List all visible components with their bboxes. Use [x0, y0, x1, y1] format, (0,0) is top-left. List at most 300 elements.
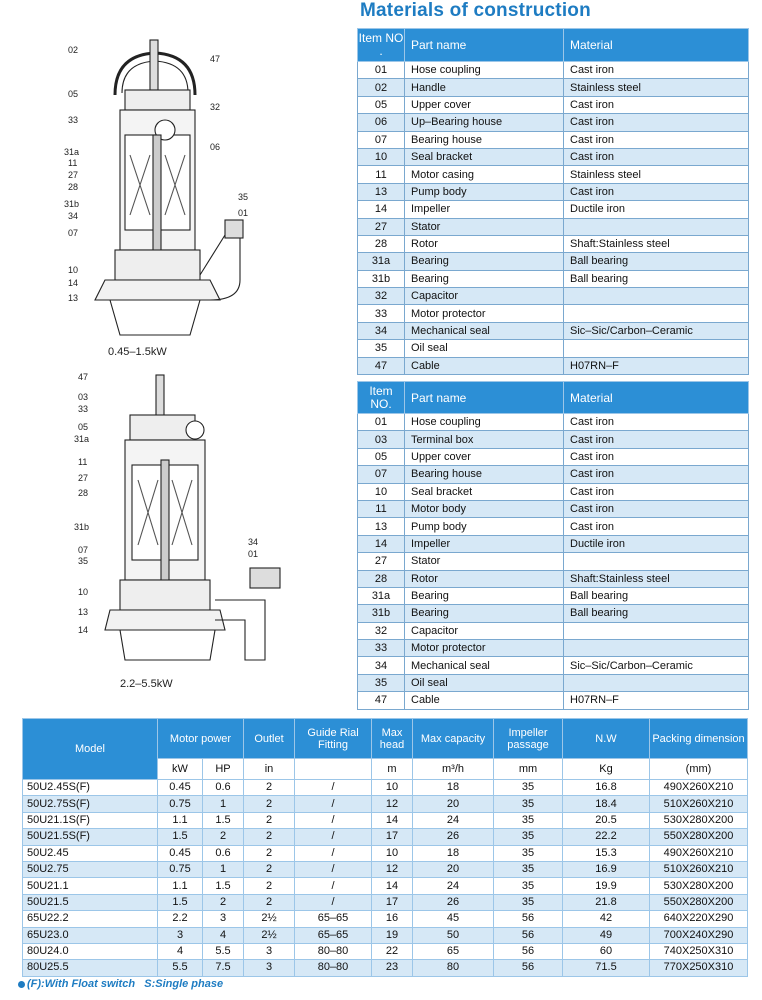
spec-cell-nw: 42: [563, 911, 650, 927]
svg-text:07: 07: [78, 545, 89, 555]
header-nw: N.W: [563, 719, 650, 759]
item-no-cell: 14: [358, 535, 405, 552]
part-name-cell: Upper cover: [405, 96, 564, 113]
item-no-cell: 11: [358, 166, 405, 183]
material-row: [358, 235, 749, 252]
spec-cell-hp: 0.6: [203, 845, 244, 861]
material-cell: Ball bearing: [564, 605, 749, 622]
pump-diagram-large: [70, 370, 290, 670]
spec-cell-nw: 16.9: [563, 861, 650, 877]
material-row: [358, 657, 749, 674]
header-material: Material: [564, 382, 749, 414]
spec-cell-rail: /: [295, 861, 372, 877]
material-cell: [564, 622, 749, 639]
spec-cell-model: 50U2.45S(F): [23, 780, 158, 796]
spec-cell-hp: 1: [203, 796, 244, 812]
part-name-cell: Bearing house: [405, 131, 564, 148]
spec-cell-nw: 19.9: [563, 878, 650, 894]
material-cell: Cast iron: [564, 148, 749, 165]
material-row: [358, 340, 749, 357]
material-row: [358, 431, 749, 448]
material-cell: Cast iron: [564, 414, 749, 431]
item-no-cell: 02: [358, 79, 405, 96]
diagram-caption-1: 0.45–1.5kW: [108, 346, 167, 358]
spec-row: [23, 943, 748, 959]
item-no-cell: 35: [358, 674, 405, 691]
item-no-cell: 05: [358, 96, 405, 113]
item-no-cell: 06: [358, 114, 405, 131]
unit-nw: Kg: [563, 759, 650, 780]
materials-table-1: [357, 28, 749, 375]
item-no-cell: 47: [358, 357, 405, 374]
material-cell: Shaft:Stainless steel: [564, 570, 749, 587]
spec-cell-cap: 18: [413, 780, 494, 796]
spec-cell-hp: 5.5: [203, 943, 244, 959]
material-cell: Cast iron: [564, 96, 749, 113]
material-cell: Sic–Sic/Carbon–Ceramic: [564, 657, 749, 674]
spec-cell-nw: 21.8: [563, 894, 650, 910]
spec-cell-pass: 56: [494, 911, 563, 927]
material-row: [358, 448, 749, 465]
spec-cell-kw: 0.75: [158, 796, 203, 812]
spec-cell-head: 17: [372, 829, 413, 845]
spec-cell-outlet: 2: [244, 894, 295, 910]
spec-cell-model: 50U2.75S(F): [23, 796, 158, 812]
spec-cell-hp: 1.5: [203, 812, 244, 828]
materials-table-2: [357, 381, 749, 710]
material-cell: Stainless steel: [564, 79, 749, 96]
spec-cell-nw: 20.5: [563, 812, 650, 828]
spec-cell-rail: 65–65: [295, 911, 372, 927]
svg-text:28: 28: [78, 488, 89, 498]
part-name-cell: Bearing: [405, 587, 564, 604]
svg-text:01: 01: [248, 549, 259, 559]
spec-cell-kw: 0.45: [158, 845, 203, 861]
spec-cell-pack: 510X260X210: [650, 796, 748, 812]
spec-row: [23, 829, 748, 845]
svg-text:11: 11: [78, 457, 88, 467]
part-name-cell: Mechanical seal: [405, 657, 564, 674]
part-name-cell: Cable: [405, 692, 564, 709]
spec-cell-cap: 26: [413, 894, 494, 910]
svg-text:11: 11: [68, 158, 78, 168]
item-no-cell: 07: [358, 131, 405, 148]
svg-text:03: 03: [78, 392, 89, 402]
spec-cell-rail: 80–80: [295, 943, 372, 959]
spec-cell-cap: 80: [413, 960, 494, 976]
part-name-cell: Terminal box: [405, 431, 564, 448]
header-item-no: Item NO.: [358, 382, 405, 414]
svg-text:31b: 31b: [64, 199, 80, 209]
spec-cell-pack: 640X220X290: [650, 911, 748, 927]
item-no-cell: 47: [358, 692, 405, 709]
page-title: Materials of construction: [360, 0, 591, 21]
material-cell: Cast iron: [564, 448, 749, 465]
spec-cell-pack: 510X260X210: [650, 861, 748, 877]
spec-cell-kw: 3: [158, 927, 203, 943]
header-material: Material: [564, 29, 749, 62]
spec-cell-nw: 49: [563, 927, 650, 943]
spec-cell-kw: 0.45: [158, 780, 203, 796]
material-row: [358, 640, 749, 657]
svg-text:31a: 31a: [74, 434, 90, 444]
header-outlet: Outlet: [244, 719, 295, 759]
spec-cell-pack: 550X280X200: [650, 829, 748, 845]
material-row: [358, 483, 749, 500]
part-name-cell: Up–Bearing house: [405, 114, 564, 131]
legend-single: S:Single phase: [144, 978, 224, 990]
spec-row: [23, 845, 748, 861]
part-name-cell: Bearing house: [405, 466, 564, 483]
spec-cell-pass: 35: [494, 894, 563, 910]
material-cell: Sic–Sic/Carbon–Ceramic: [564, 322, 749, 339]
part-name-cell: Upper cover: [405, 448, 564, 465]
part-name-cell: Capacitor: [405, 622, 564, 639]
material-cell: Cast iron: [564, 114, 749, 131]
svg-text:10: 10: [68, 265, 79, 275]
spec-cell-kw: 5.5: [158, 960, 203, 976]
spec-cell-cap: 18: [413, 845, 494, 861]
spec-cell-head: 14: [372, 812, 413, 828]
material-row: [358, 535, 749, 552]
svg-text:27: 27: [68, 170, 79, 180]
spec-cell-nw: 15.3: [563, 845, 650, 861]
spec-cell-pass: 35: [494, 796, 563, 812]
material-row: [358, 79, 749, 96]
spec-cell-hp: 3: [203, 911, 244, 927]
spec-cell-cap: 24: [413, 812, 494, 828]
part-name-cell: Motor protector: [405, 305, 564, 322]
unit-passage: mm: [494, 759, 563, 780]
spec-cell-pass: 56: [494, 927, 563, 943]
spec-cell-nw: 22.2: [563, 829, 650, 845]
spec-cell-outlet: 2½: [244, 927, 295, 943]
part-name-cell: Impeller: [405, 535, 564, 552]
item-no-cell: 31a: [358, 587, 405, 604]
spec-cell-model: 50U2.45: [23, 845, 158, 861]
spec-cell-kw: 4: [158, 943, 203, 959]
spec-cell-pack: 700X240X290: [650, 927, 748, 943]
item-no-cell: 05: [358, 448, 405, 465]
item-no-cell: 31b: [358, 270, 405, 287]
spec-cell-kw: 1.5: [158, 829, 203, 845]
material-row: [358, 414, 749, 431]
spec-cell-outlet: 3: [244, 960, 295, 976]
svg-text:32: 32: [210, 102, 221, 112]
material-row: [358, 270, 749, 287]
item-no-cell: 13: [358, 518, 405, 535]
item-no-cell: 32: [358, 622, 405, 639]
spec-cell-rail: /: [295, 894, 372, 910]
header-model: Model: [23, 719, 158, 780]
part-name-cell: Mechanical seal: [405, 322, 564, 339]
item-no-cell: 14: [358, 201, 405, 218]
item-no-cell: 35: [358, 340, 405, 357]
spec-cell-model: 50U21.5S(F): [23, 829, 158, 845]
material-cell: [564, 218, 749, 235]
spec-cell-rail: /: [295, 845, 372, 861]
header-item-no: Item NO .: [358, 29, 405, 62]
header-guide-rail: Guide Rial Fitting: [295, 719, 372, 759]
diagram-caption-2: 2.2–5.5kW: [120, 678, 173, 690]
spec-cell-model: 65U22.2: [23, 911, 158, 927]
spec-cell-kw: 1.1: [158, 812, 203, 828]
part-name-cell: Oil seal: [405, 674, 564, 691]
item-no-cell: 11: [358, 500, 405, 517]
material-row: [358, 131, 749, 148]
material-row: [358, 201, 749, 218]
svg-text:34: 34: [68, 211, 79, 221]
part-name-cell: Capacitor: [405, 288, 564, 305]
unit-rail: [295, 759, 372, 780]
item-no-cell: 10: [358, 148, 405, 165]
svg-text:35: 35: [78, 556, 89, 566]
material-cell: Cast iron: [564, 431, 749, 448]
material-cell: Cast iron: [564, 183, 749, 200]
specification-table: [22, 718, 748, 977]
material-row: [358, 218, 749, 235]
spec-cell-model: 80U24.0: [23, 943, 158, 959]
spec-cell-outlet: 2: [244, 812, 295, 828]
spec-cell-pass: 35: [494, 845, 563, 861]
spec-cell-head: 10: [372, 845, 413, 861]
part-name-cell: Bearing: [405, 253, 564, 270]
part-name-cell: Pump body: [405, 183, 564, 200]
spec-cell-head: 22: [372, 943, 413, 959]
svg-text:33: 33: [68, 115, 79, 125]
header-motor-power: Motor power: [158, 719, 244, 759]
spec-cell-nw: 18.4: [563, 796, 650, 812]
spec-cell-hp: 1: [203, 861, 244, 877]
pump-diagram-small: [60, 35, 250, 345]
unit-head: m: [372, 759, 413, 780]
item-no-cell: 03: [358, 431, 405, 448]
svg-text:33: 33: [78, 404, 89, 414]
spec-cell-cap: 45: [413, 911, 494, 927]
spec-cell-rail: /: [295, 812, 372, 828]
spec-row: [23, 960, 748, 976]
spec-cell-hp: 1.5: [203, 878, 244, 894]
spec-cell-cap: 20: [413, 796, 494, 812]
spec-cell-pass: 35: [494, 861, 563, 877]
item-no-cell: 33: [358, 305, 405, 322]
material-row: [358, 553, 749, 570]
item-no-cell: 01: [358, 414, 405, 431]
spec-cell-nw: 60: [563, 943, 650, 959]
item-no-cell: 07: [358, 466, 405, 483]
header-impeller-passage: Impeller passage: [494, 719, 563, 759]
spec-cell-pack: 740X250X310: [650, 943, 748, 959]
material-row: [358, 96, 749, 113]
svg-text:27: 27: [78, 473, 89, 483]
spec-cell-model: 65U23.0: [23, 927, 158, 943]
spec-cell-hp: 0.6: [203, 780, 244, 796]
material-cell: Ball bearing: [564, 270, 749, 287]
spec-cell-outlet: 3: [244, 943, 295, 959]
pump-cross-section-2: [70, 370, 290, 670]
legend: [18, 978, 223, 990]
svg-text:14: 14: [68, 278, 79, 288]
spec-cell-pass: 56: [494, 960, 563, 976]
item-no-cell: 34: [358, 657, 405, 674]
material-cell: [564, 640, 749, 657]
svg-text:47: 47: [78, 372, 89, 382]
svg-text:10: 10: [78, 587, 89, 597]
svg-text:05: 05: [78, 422, 89, 432]
item-no-cell: 10: [358, 483, 405, 500]
spec-cell-nw: 71.5: [563, 960, 650, 976]
legend-float: (F):With Float switch: [27, 978, 136, 990]
material-row: [358, 305, 749, 322]
item-no-cell: 28: [358, 235, 405, 252]
spec-row: [23, 894, 748, 910]
material-row: [358, 322, 749, 339]
spec-cell-nw: 16.8: [563, 780, 650, 796]
header-part-name: Part name: [405, 29, 564, 62]
part-name-cell: Bearing: [405, 270, 564, 287]
part-name-cell: Seal bracket: [405, 483, 564, 500]
spec-cell-outlet: 2: [244, 780, 295, 796]
material-row: [358, 500, 749, 517]
part-name-cell: Handle: [405, 79, 564, 96]
material-cell: [564, 288, 749, 305]
material-cell: Cast iron: [564, 62, 749, 79]
spec-cell-kw: 0.75: [158, 861, 203, 877]
spec-cell-pass: 35: [494, 780, 563, 796]
part-name-cell: Seal bracket: [405, 148, 564, 165]
svg-text:31b: 31b: [74, 522, 90, 532]
part-name-cell: Motor casing: [405, 166, 564, 183]
spec-cell-pack: 490X260X210: [650, 780, 748, 796]
material-row: [358, 587, 749, 604]
material-row: [358, 183, 749, 200]
svg-text:35: 35: [238, 192, 249, 202]
spec-cell-rail: /: [295, 780, 372, 796]
spec-cell-head: 23: [372, 960, 413, 976]
svg-text:47: 47: [210, 54, 221, 64]
material-cell: [564, 674, 749, 691]
material-cell: Cast iron: [564, 518, 749, 535]
material-cell: Cast iron: [564, 500, 749, 517]
part-name-cell: Pump body: [405, 518, 564, 535]
part-name-cell: Impeller: [405, 201, 564, 218]
item-no-cell: 13: [358, 183, 405, 200]
svg-text:28: 28: [68, 182, 79, 192]
spec-row: [23, 927, 748, 943]
pump-cross-section-1: [60, 35, 250, 345]
spec-cell-rail: 65–65: [295, 927, 372, 943]
unit-kw: kW: [158, 759, 203, 780]
svg-text:01: 01: [238, 208, 249, 218]
part-name-cell: Motor protector: [405, 640, 564, 657]
svg-text:14: 14: [78, 625, 89, 635]
header-part-name: Part name: [405, 382, 564, 414]
material-cell: [564, 553, 749, 570]
material-row: [358, 674, 749, 691]
spec-cell-pass: 56: [494, 943, 563, 959]
material-cell: [564, 305, 749, 322]
spec-cell-pack: 550X280X200: [650, 894, 748, 910]
material-row: [358, 518, 749, 535]
material-row: [358, 466, 749, 483]
spec-cell-model: 50U21.1S(F): [23, 812, 158, 828]
item-no-cell: 33: [358, 640, 405, 657]
spec-cell-outlet: 2: [244, 829, 295, 845]
spec-cell-model: 50U21.1: [23, 878, 158, 894]
spec-cell-pack: 530X280X200: [650, 878, 748, 894]
spec-cell-outlet: 2: [244, 845, 295, 861]
spec-cell-head: 19: [372, 927, 413, 943]
spec-row: [23, 878, 748, 894]
material-cell: Ball bearing: [564, 587, 749, 604]
material-row: [358, 166, 749, 183]
spec-cell-head: 10: [372, 780, 413, 796]
spec-cell-hp: 2: [203, 894, 244, 910]
spec-cell-pass: 35: [494, 878, 563, 894]
material-cell: H07RN–F: [564, 357, 749, 374]
material-cell: Cast iron: [564, 466, 749, 483]
item-no-cell: 31b: [358, 605, 405, 622]
unit-outlet: in: [244, 759, 295, 780]
unit-packing: (mm): [650, 759, 748, 780]
item-no-cell: 31a: [358, 253, 405, 270]
callout-label: 02: [68, 45, 79, 55]
svg-text:31a: 31a: [64, 147, 80, 157]
item-no-cell: 28: [358, 570, 405, 587]
material-row: [358, 114, 749, 131]
svg-text:06: 06: [210, 142, 221, 152]
material-row: [358, 605, 749, 622]
svg-text:13: 13: [68, 293, 79, 303]
spec-cell-pack: 770X250X310: [650, 960, 748, 976]
spec-cell-model: 80U25.5: [23, 960, 158, 976]
material-cell: [564, 340, 749, 357]
spec-row: [23, 911, 748, 927]
part-name-cell: Cable: [405, 357, 564, 374]
spec-cell-kw: 1.1: [158, 878, 203, 894]
material-cell: H07RN–F: [564, 692, 749, 709]
unit-capacity: m³/h: [413, 759, 494, 780]
svg-text:07: 07: [68, 228, 79, 238]
spec-cell-rail: /: [295, 796, 372, 812]
material-row: [358, 357, 749, 374]
material-cell: Ductile iron: [564, 201, 749, 218]
spec-cell-rail: 80–80: [295, 960, 372, 976]
spec-cell-head: 16: [372, 911, 413, 927]
spec-cell-head: 14: [372, 878, 413, 894]
material-cell: Stainless steel: [564, 166, 749, 183]
spec-cell-outlet: 2: [244, 861, 295, 877]
part-name-cell: Oil seal: [405, 340, 564, 357]
material-cell: Ductile iron: [564, 535, 749, 552]
spec-cell-pack: 490X260X210: [650, 845, 748, 861]
spec-cell-pass: 35: [494, 812, 563, 828]
spec-cell-outlet: 2: [244, 878, 295, 894]
spec-cell-head: 12: [372, 796, 413, 812]
part-name-cell: Bearing: [405, 605, 564, 622]
material-cell: Ball bearing: [564, 253, 749, 270]
svg-text:05: 05: [68, 89, 79, 99]
item-no-cell: 34: [358, 322, 405, 339]
header-packing: Packing dimension: [650, 719, 748, 759]
spec-cell-model: 50U21.5: [23, 894, 158, 910]
spec-cell-cap: 26: [413, 829, 494, 845]
part-name-cell: Rotor: [405, 570, 564, 587]
material-row: [358, 288, 749, 305]
spec-cell-outlet: 2½: [244, 911, 295, 927]
material-cell: Cast iron: [564, 483, 749, 500]
material-row: [358, 253, 749, 270]
